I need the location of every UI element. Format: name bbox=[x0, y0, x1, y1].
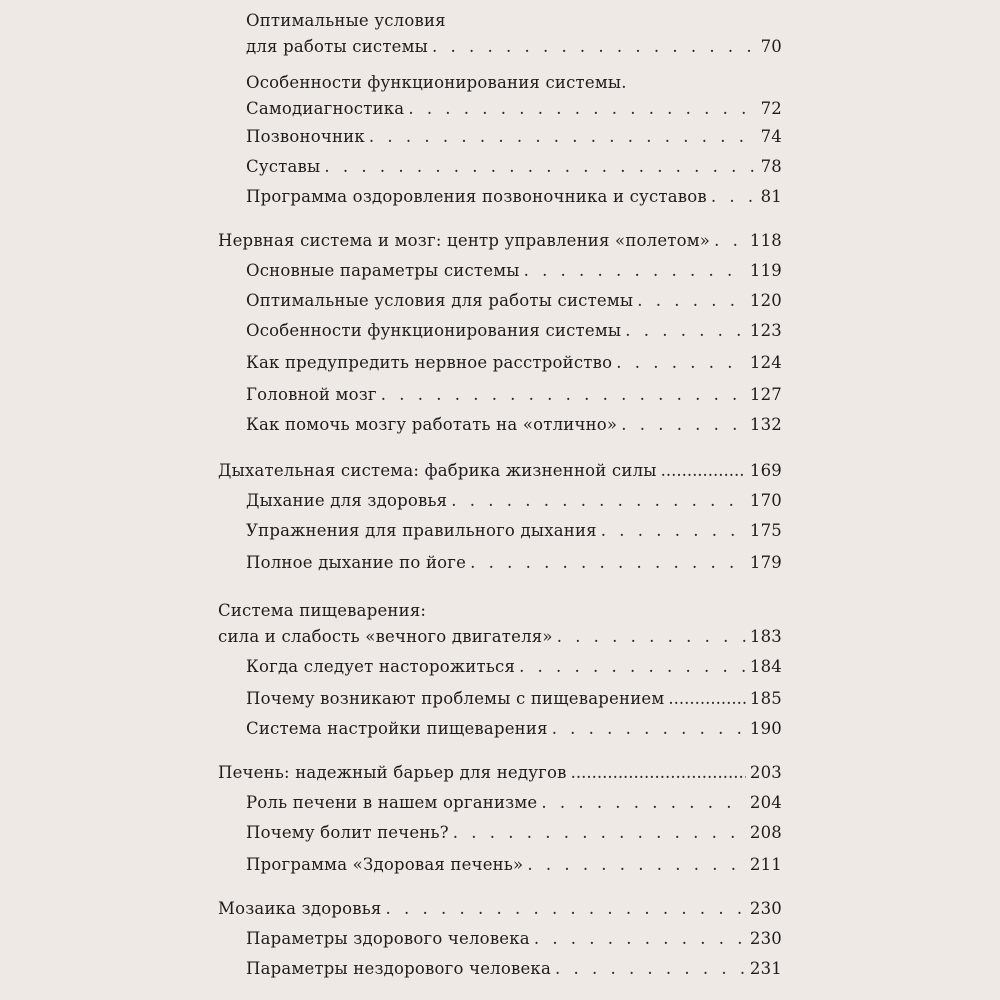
toc-chapter-title: сила и слабость «вечного двигателя» bbox=[218, 627, 553, 646]
leader-dots bbox=[519, 654, 746, 680]
toc-entry-title: Роль печени в нашем организме bbox=[246, 793, 538, 812]
toc-entry-title: Позвоночник bbox=[246, 127, 365, 146]
toc-page-number: 127 bbox=[749, 385, 782, 404]
toc-entry-title: Оптимальные условия для работы системы bbox=[246, 291, 634, 310]
leader-dots bbox=[601, 518, 746, 544]
toc-entry[interactable] bbox=[246, 350, 782, 376]
toc-page-number: 208 bbox=[749, 823, 782, 842]
toc-entry[interactable] bbox=[246, 288, 782, 314]
toc-chapter[interactable] bbox=[218, 228, 782, 254]
toc-entry-title: Когда следует насторожиться bbox=[246, 657, 516, 676]
toc-page-number: 169 bbox=[749, 461, 782, 480]
toc-page-number: 184 bbox=[749, 657, 782, 676]
leader-dots bbox=[470, 550, 746, 576]
toc-entry[interactable] bbox=[246, 96, 782, 122]
leader-dots bbox=[668, 686, 746, 712]
toc-entry[interactable] bbox=[246, 716, 782, 742]
toc-entry[interactable] bbox=[246, 412, 782, 438]
toc-entry-title: Как помочь мозгу работать на «отлично» bbox=[246, 415, 618, 434]
toc-page-number: 230 bbox=[749, 899, 782, 918]
toc-chapter-title: Дыхательная система: фабрика жизненной силы bbox=[218, 461, 657, 480]
toc-entry-title: Программа «Здоровая печень» bbox=[246, 855, 524, 874]
toc-entry-title: Особенности функционирования системы bbox=[246, 321, 622, 340]
toc-page-number: 120 bbox=[749, 291, 782, 310]
toc-page-number: 118 bbox=[749, 231, 782, 250]
toc-chapter-title: Мозаика здоровья bbox=[218, 899, 382, 918]
toc-entry-title: Особенности функционирования системы. bbox=[246, 73, 627, 92]
leader-dots bbox=[408, 96, 756, 122]
toc-chapter[interactable] bbox=[218, 760, 782, 786]
toc-entry[interactable] bbox=[246, 790, 782, 816]
toc-entry[interactable] bbox=[246, 154, 782, 180]
toc-entry-title: Почему болит печень? bbox=[246, 823, 449, 842]
toc-chapter-title: Нервная система и мозг: центр управления «полетом» bbox=[218, 231, 711, 250]
leader-dots bbox=[534, 926, 746, 952]
toc-entry-title: Упражнения для правильного дыхания bbox=[246, 521, 597, 540]
toc-page-number: 123 bbox=[749, 321, 782, 340]
toc-page-number: 185 bbox=[749, 689, 782, 708]
toc-entry[interactable] bbox=[246, 382, 782, 408]
toc-page-number: 190 bbox=[749, 719, 782, 738]
toc-entry[interactable] bbox=[246, 258, 782, 284]
leader-dots bbox=[524, 258, 746, 284]
toc-entry-title: Дыхание для здоровья bbox=[246, 491, 448, 510]
toc-entry[interactable] bbox=[246, 318, 782, 344]
toc-entry[interactable] bbox=[246, 124, 782, 150]
leader-dots bbox=[527, 852, 746, 878]
toc-entry-title: Параметры нездорового человека bbox=[246, 959, 551, 978]
toc-page-number: 170 bbox=[749, 491, 782, 510]
toc-entry[interactable] bbox=[246, 820, 782, 846]
toc-chapter-title: Система пищеварения: bbox=[218, 601, 427, 620]
leader-dots bbox=[451, 488, 746, 514]
leader-dots bbox=[714, 228, 746, 254]
toc-entry-title: Как предупредить нервное расстройство bbox=[246, 353, 613, 372]
toc-entry[interactable] bbox=[246, 550, 782, 576]
toc-page-number: 204 bbox=[749, 793, 782, 812]
toc-entry[interactable] bbox=[246, 926, 782, 952]
leader-dots bbox=[386, 896, 746, 922]
toc-entry-title: Головной мозг bbox=[246, 385, 377, 404]
leader-dots bbox=[324, 154, 756, 180]
toc-entry[interactable] bbox=[246, 956, 782, 982]
leader-dots bbox=[621, 412, 746, 438]
toc-page-number: 175 bbox=[749, 521, 782, 540]
leader-dots bbox=[432, 34, 757, 60]
leader-dots bbox=[552, 716, 746, 742]
toc-page-number: 81 bbox=[760, 187, 782, 206]
toc-chapter[interactable] bbox=[218, 624, 782, 650]
leader-dots bbox=[555, 956, 746, 982]
toc-entry-title: Суставы bbox=[246, 157, 321, 176]
leader-dots bbox=[661, 458, 746, 484]
toc-entry-title: Самодиагностика bbox=[246, 99, 405, 118]
toc-chapter-title: Печень: надежный барьер для недугов bbox=[218, 763, 567, 782]
toc-entry-title: Параметры здорового человека bbox=[246, 929, 530, 948]
leader-dots bbox=[369, 124, 757, 150]
toc-entry-title: Полное дыхание по йоге bbox=[246, 553, 467, 572]
leader-dots bbox=[541, 790, 746, 816]
toc-page-number: 230 bbox=[749, 929, 782, 948]
toc-page-number: 211 bbox=[749, 855, 782, 874]
toc-entry[interactable] bbox=[246, 184, 782, 210]
toc-chapter[interactable] bbox=[218, 458, 782, 484]
leader-dots bbox=[571, 760, 746, 786]
toc-entry-title: Система настройки пищеварения bbox=[246, 719, 548, 738]
toc-chapter[interactable] bbox=[218, 896, 782, 922]
toc-page-number: 203 bbox=[749, 763, 782, 782]
toc-entry-title: Оптимальные условия bbox=[246, 11, 446, 30]
toc-entry-title: Почему возникают проблемы с пищеварением bbox=[246, 689, 665, 708]
leader-dots bbox=[711, 184, 757, 210]
toc-entry[interactable] bbox=[246, 686, 782, 712]
toc-page-number: 70 bbox=[760, 37, 782, 56]
toc-entry[interactable] bbox=[246, 852, 782, 878]
toc-page-number: 183 bbox=[749, 627, 782, 646]
toc-entry-title: Программа оздоровления позвоночника и суставов bbox=[246, 187, 707, 206]
toc-entry-title: Основные параметры системы bbox=[246, 261, 520, 280]
toc-page-number: 78 bbox=[760, 157, 782, 176]
leader-dots bbox=[625, 318, 746, 344]
toc-page-number: 119 bbox=[749, 261, 782, 280]
toc-entry[interactable] bbox=[246, 654, 782, 680]
toc-page-number: 74 bbox=[760, 127, 782, 146]
leader-dots bbox=[637, 288, 746, 314]
toc-page-number: 179 bbox=[749, 553, 782, 572]
toc-entry[interactable] bbox=[246, 488, 782, 514]
toc-entry[interactable] bbox=[246, 34, 782, 60]
toc-entry-title: для работы системы bbox=[246, 37, 429, 56]
toc-page-number: 72 bbox=[760, 99, 782, 118]
leader-dots bbox=[453, 820, 746, 846]
leader-dots bbox=[381, 382, 746, 408]
toc-page-number: 132 bbox=[749, 415, 782, 434]
toc-page-number: 231 bbox=[749, 959, 782, 978]
leader-dots bbox=[616, 350, 746, 376]
toc-entry[interactable] bbox=[246, 518, 782, 544]
toc-page-number: 124 bbox=[749, 353, 782, 372]
leader-dots bbox=[557, 624, 746, 650]
